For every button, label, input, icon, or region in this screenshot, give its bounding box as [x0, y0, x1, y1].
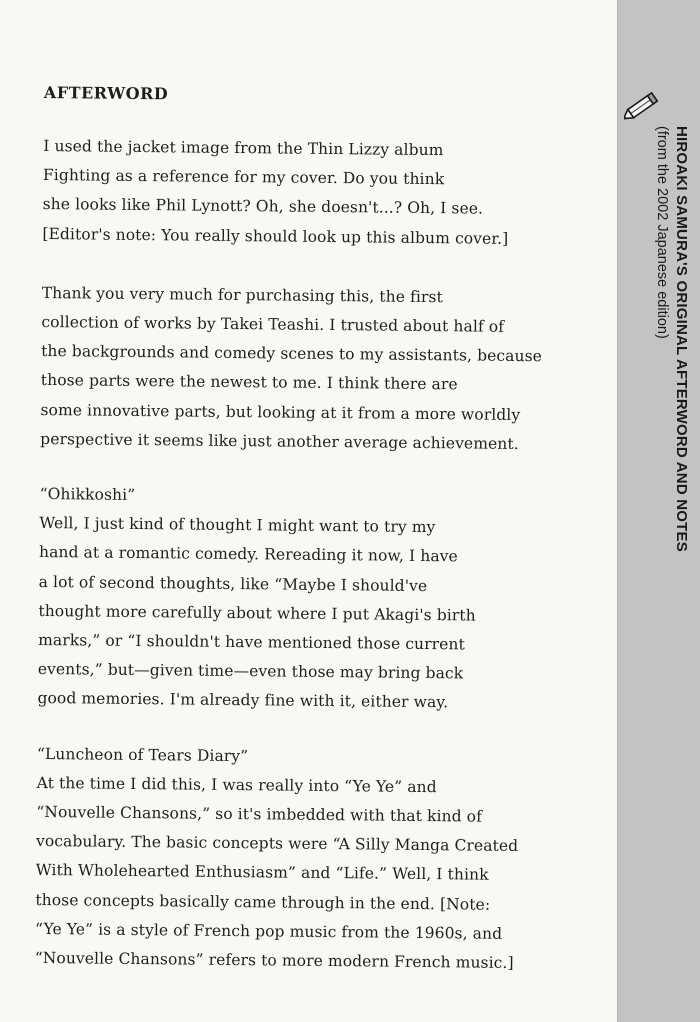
paragraph-thank-you [40, 279, 602, 460]
paragraph-luncheon [35, 740, 597, 979]
text-line: those parts were the newest to me. I think there are [40, 371, 458, 394]
text-line: events,” but—given time—even those may bring back [37, 660, 464, 683]
text-line: “Luncheon of Tears Diary” [36, 744, 249, 765]
text-line: With Wholehearted Enthusiasm” and “Life.” Well, I think [35, 861, 489, 885]
afterword-body [35, 78, 604, 979]
text-line: the backgrounds and comedy scenes to my assistants, because [41, 342, 543, 366]
text-line: some innovative parts, but looking at it from a more worldly [40, 400, 521, 424]
text-line: “Ye Ye” is a style of French pop music from the 1960s, and [34, 919, 503, 943]
text-line: “Nouvelle Chansons,” so it's imbedded with that kind of [36, 803, 483, 826]
text-line: collection of works by Takei Teashi. I trusted about half of [41, 313, 505, 336]
paragraph-album-cover [42, 132, 603, 255]
sidebar-subtitle: (from the 2002 Japanese edition) [654, 126, 670, 339]
text-line: she looks like Phil Lynott? Oh, she doesn't...? Oh, I see. [42, 195, 484, 219]
text-line: Thank you very much for purchasing this, the first [41, 283, 443, 307]
text-line: hand at a romantic comedy. Rereading it now, I have [38, 543, 458, 566]
afterword-heading: AFTERWORD [43, 82, 169, 104]
text-line: At the time I did this, I was really into “Ye Ye” and [36, 773, 437, 797]
sidebar-title: HIROAKI SAMURA'S ORIGINAL AFTERWORD AND NOTES [673, 126, 690, 552]
text-line: I used the jacket image from the Thin Lizzy album [43, 136, 444, 160]
text-line: “Ohikkoshi” [39, 485, 136, 505]
text-line: [Editor's note: You really should look up this album cover.] [42, 224, 509, 248]
text-line: “Nouvelle Chansons” refers to more modern French music.] [34, 949, 514, 973]
text-line: vocabulary. The basic concepts were “A Silly Manga Created [35, 832, 519, 856]
sidebar [617, 0, 700, 1022]
text-line: Fighting as a reference for my cover. Do you think [42, 166, 445, 189]
text-line: Well, I just kind of thought I might want to try my [39, 514, 436, 537]
text-line: thought more carefully about where I put Akagi's birth [38, 601, 476, 625]
text-line: a lot of second thoughts, like “Maybe I should've [38, 572, 428, 595]
paragraph-ohikkoshi [37, 480, 599, 719]
text-line: good memories. I'm already fine with it, either way. [37, 689, 449, 712]
text-line: those concepts basically came through in the end. [Note: [35, 890, 491, 914]
text-line: marks,” or “I shouldn't have mentioned those current [38, 631, 465, 654]
text-line: perspective it seems like just another average achievement. [40, 429, 519, 453]
pencil-icon [624, 86, 662, 124]
